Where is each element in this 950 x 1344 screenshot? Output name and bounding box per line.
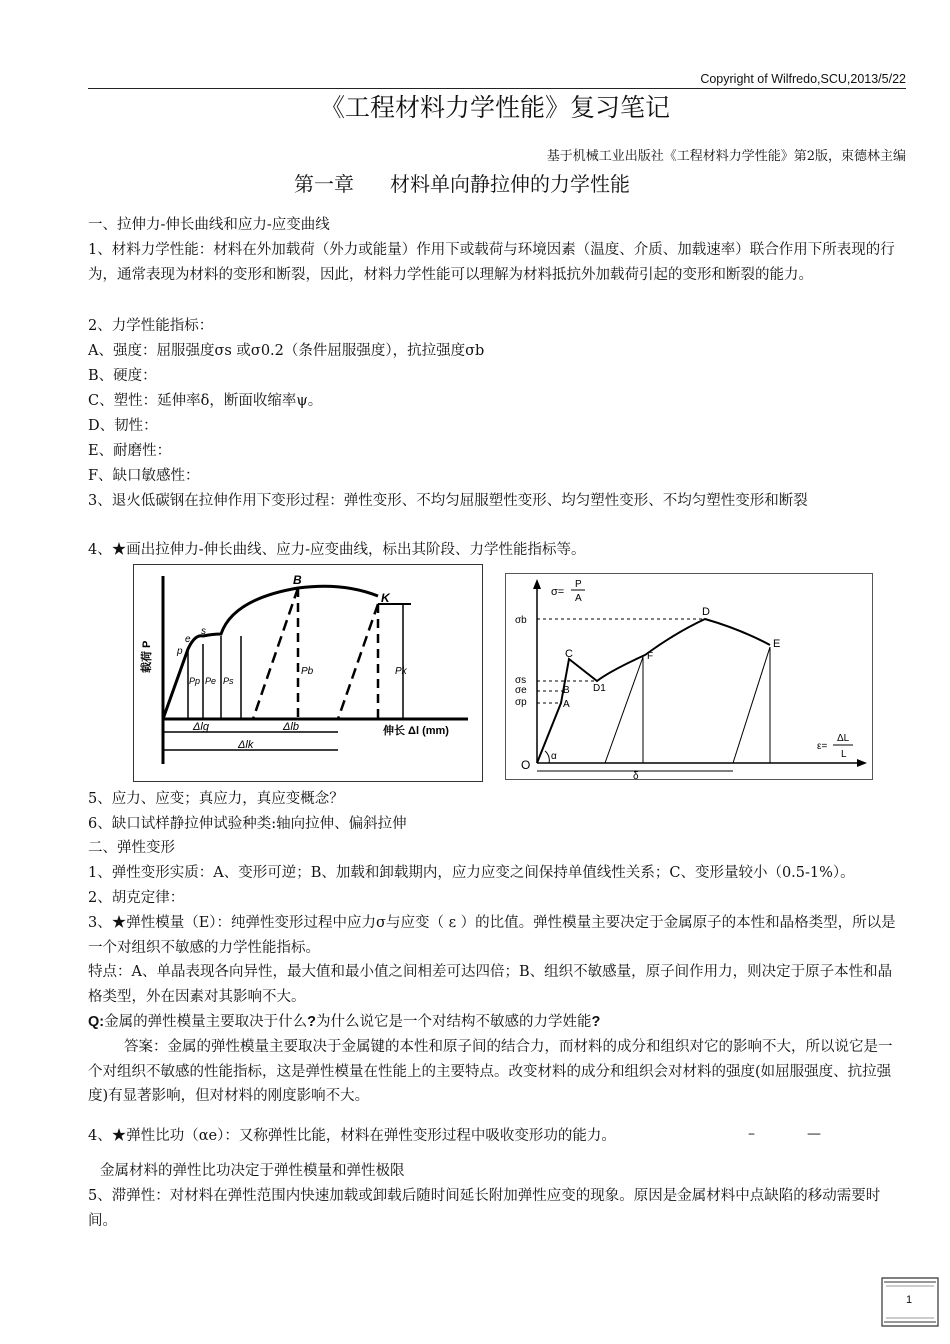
- list-item: 2、力学性能指标：: [88, 318, 214, 334]
- point-label: C: [565, 648, 573, 660]
- paragraph-deformation: 3、退火低碳钢在拉伸作用下变形过程：弹性变形、不均匀屈服塑性变形、均匀塑性变形、不均匀塑性变形和断裂: [88, 493, 808, 509]
- chapter-number: 第一章: [294, 172, 354, 196]
- section-heading-2: 二、弹性变形: [88, 840, 175, 856]
- dimension-label: Δlg: [193, 721, 209, 733]
- y-tick-label: σb: [515, 615, 527, 626]
- point-label: B: [563, 685, 570, 696]
- list-item: E、耐磨性：: [88, 443, 172, 459]
- strain-formula-dl: ΔL: [837, 733, 850, 744]
- list-item: 1、弹性变形实质：A、变形可逆；B、加载和卸载期内，应力应变之间保持单值线性关系；C、变形量较小（0.5-1%）。: [88, 865, 855, 881]
- x-axis-label: 伸长 Δl (mm): [383, 725, 449, 737]
- stress-strain-figure: [505, 573, 873, 780]
- list-item: 2、胡克定律：: [88, 890, 185, 906]
- question-part: 金属的弹性模量主要取决于什么: [104, 1014, 308, 1030]
- section-heading-1: 一、拉伸力-伸长曲线和应力-应变曲线: [88, 217, 330, 233]
- paragraph-features: 特点：A、单晶表现各向异性，最大值和最小值之间相差可达四倍；B、组织不敏感量，原子间作用力，则决定于原子本性和晶格类型，外在因素对其影响不大。: [88, 964, 893, 1005]
- list-item: D、韧性：: [88, 418, 158, 434]
- force-curve: [163, 586, 378, 719]
- chapter-name: 材料单向静拉伸的力学性能: [390, 172, 630, 196]
- dimension-label: Δlk: [238, 739, 254, 751]
- point-label: A: [563, 699, 570, 710]
- unload-line-k: [338, 604, 378, 719]
- y-tick-label: σe: [515, 685, 527, 696]
- point-label: D: [702, 606, 710, 618]
- chapter-heading: [0, 168, 950, 197]
- angle-label: α: [551, 751, 557, 762]
- paragraph-anelasticity: 5、滞弹性：对材料在弹性范围内快速加载或卸载后随时间延长附加弹性应变的现象。原因是金属材料中点缺陷的移动需要时间。: [88, 1188, 881, 1229]
- dash-marks: [748, 1126, 873, 1142]
- list-item: C、塑性：延伸率δ，断面收缩率ψ。: [88, 393, 323, 409]
- dash: –: [748, 1126, 755, 1142]
- list-item: 6、缺口试样静拉伸试验种类:轴向拉伸、偏斜拉伸: [88, 816, 407, 832]
- strain-formula-l: L: [841, 749, 847, 760]
- point-label: D1: [593, 683, 606, 694]
- y-axis-label: 载荷 P: [141, 640, 153, 673]
- point-label: e: [185, 634, 191, 645]
- source-note: 基于机械工业出版社《工程材料力学性能》第2版，束德林主编: [546, 149, 906, 164]
- copyright-note: Copyright of Wilfredo,SCU,2013/5/22: [700, 72, 906, 86]
- page-number: 1: [906, 1294, 913, 1306]
- sigma-formula-p: P: [575, 579, 582, 590]
- dimension-label: Δlb: [283, 721, 299, 733]
- list-item: 4、★画出拉伸力-伸长曲线、应力-应变曲线，标出其阶段、力学性能指标等。: [88, 542, 586, 558]
- force-label: Pe: [205, 676, 217, 686]
- paragraph-modulus: 3、★弹性模量（E）：纯弹性变形过程中应力σ与应变（ ε ）的比值。弹性模量主要决定于金属原子的本性和晶格类型，所以是一个对组织不敏感的力学性能指标。: [88, 915, 896, 956]
- force-label: Ps: [223, 676, 234, 686]
- sigma-formula: σ=: [551, 586, 565, 598]
- point-label: p: [177, 646, 183, 657]
- dash: —: [807, 1126, 821, 1142]
- point-label: B: [293, 573, 302, 587]
- question-prefix: Q:: [88, 1014, 105, 1030]
- note-line: 金属材料的弹性比功决定于弹性模量和弹性极限: [100, 1163, 405, 1179]
- list-item: F、缺口敏感性：: [88, 468, 200, 484]
- point-label: s: [201, 626, 206, 637]
- answer-paragraph: 答案：金属的弹性模量主要取决于金属键的本性和原子间的结合力，而材料的成分和组织对它的影响不大，所以说它是一个对组织不敏感的性能指标，这是弹性模量在性能上的主要特点。改变材料的成分和组织会对材料的强度(如屈服强度、抗拉强度)有显著影响，但对材料的刚度影响不大。: [88, 1039, 893, 1104]
- question-mark: ?: [591, 1014, 601, 1030]
- sigma-formula-a: A: [575, 593, 582, 604]
- list-item: 4、★弹性比功（αe）：又称弹性比能，材料在弹性变形过程中吸收变形功的能力。: [88, 1128, 616, 1144]
- point-label: K: [381, 591, 390, 605]
- point-label: E: [773, 638, 781, 650]
- y-tick-label: σs: [515, 675, 527, 686]
- y-tick-label: σp: [515, 697, 527, 708]
- force-label: Pb: [301, 666, 314, 677]
- question-line: [88, 1010, 906, 1035]
- question-mark: ?: [307, 1014, 316, 1030]
- list-item: A、强度：屈服强度σs 或σ0.2（条件屈服强度），抗拉强度σb: [88, 343, 485, 359]
- force-elongation-figure: [133, 564, 483, 782]
- stress-curve: [537, 619, 770, 763]
- list-item: B、硬度：: [88, 368, 157, 384]
- force-label: Pk: [395, 666, 407, 677]
- elongation-label: δ: [633, 771, 639, 780]
- point-label: F: [647, 651, 654, 662]
- list-item: 5、应力、应变；真应力，真应变概念？: [88, 791, 344, 807]
- point-label: O: [521, 758, 531, 772]
- force-label: Pp: [189, 676, 201, 686]
- paragraph-definition: 1、材料力学性能：材料在外加载荷（外力或能量）作用下或载荷与环境因素（温度、介质、加载速率）联合作用下所表现的行为，通常表现为材料的变形和断裂，因此，材料力学性能可以理解为材料抵抗外加载荷引起的变形和断裂的能力。: [88, 242, 895, 283]
- question-part: 为什么说它是一个对结构不敏感的力学姓能: [315, 1014, 592, 1030]
- strain-formula: ε=: [817, 741, 828, 752]
- document-title: 《工程材料力学性能》复习笔记: [319, 93, 670, 122]
- unload-line-b: [253, 588, 298, 719]
